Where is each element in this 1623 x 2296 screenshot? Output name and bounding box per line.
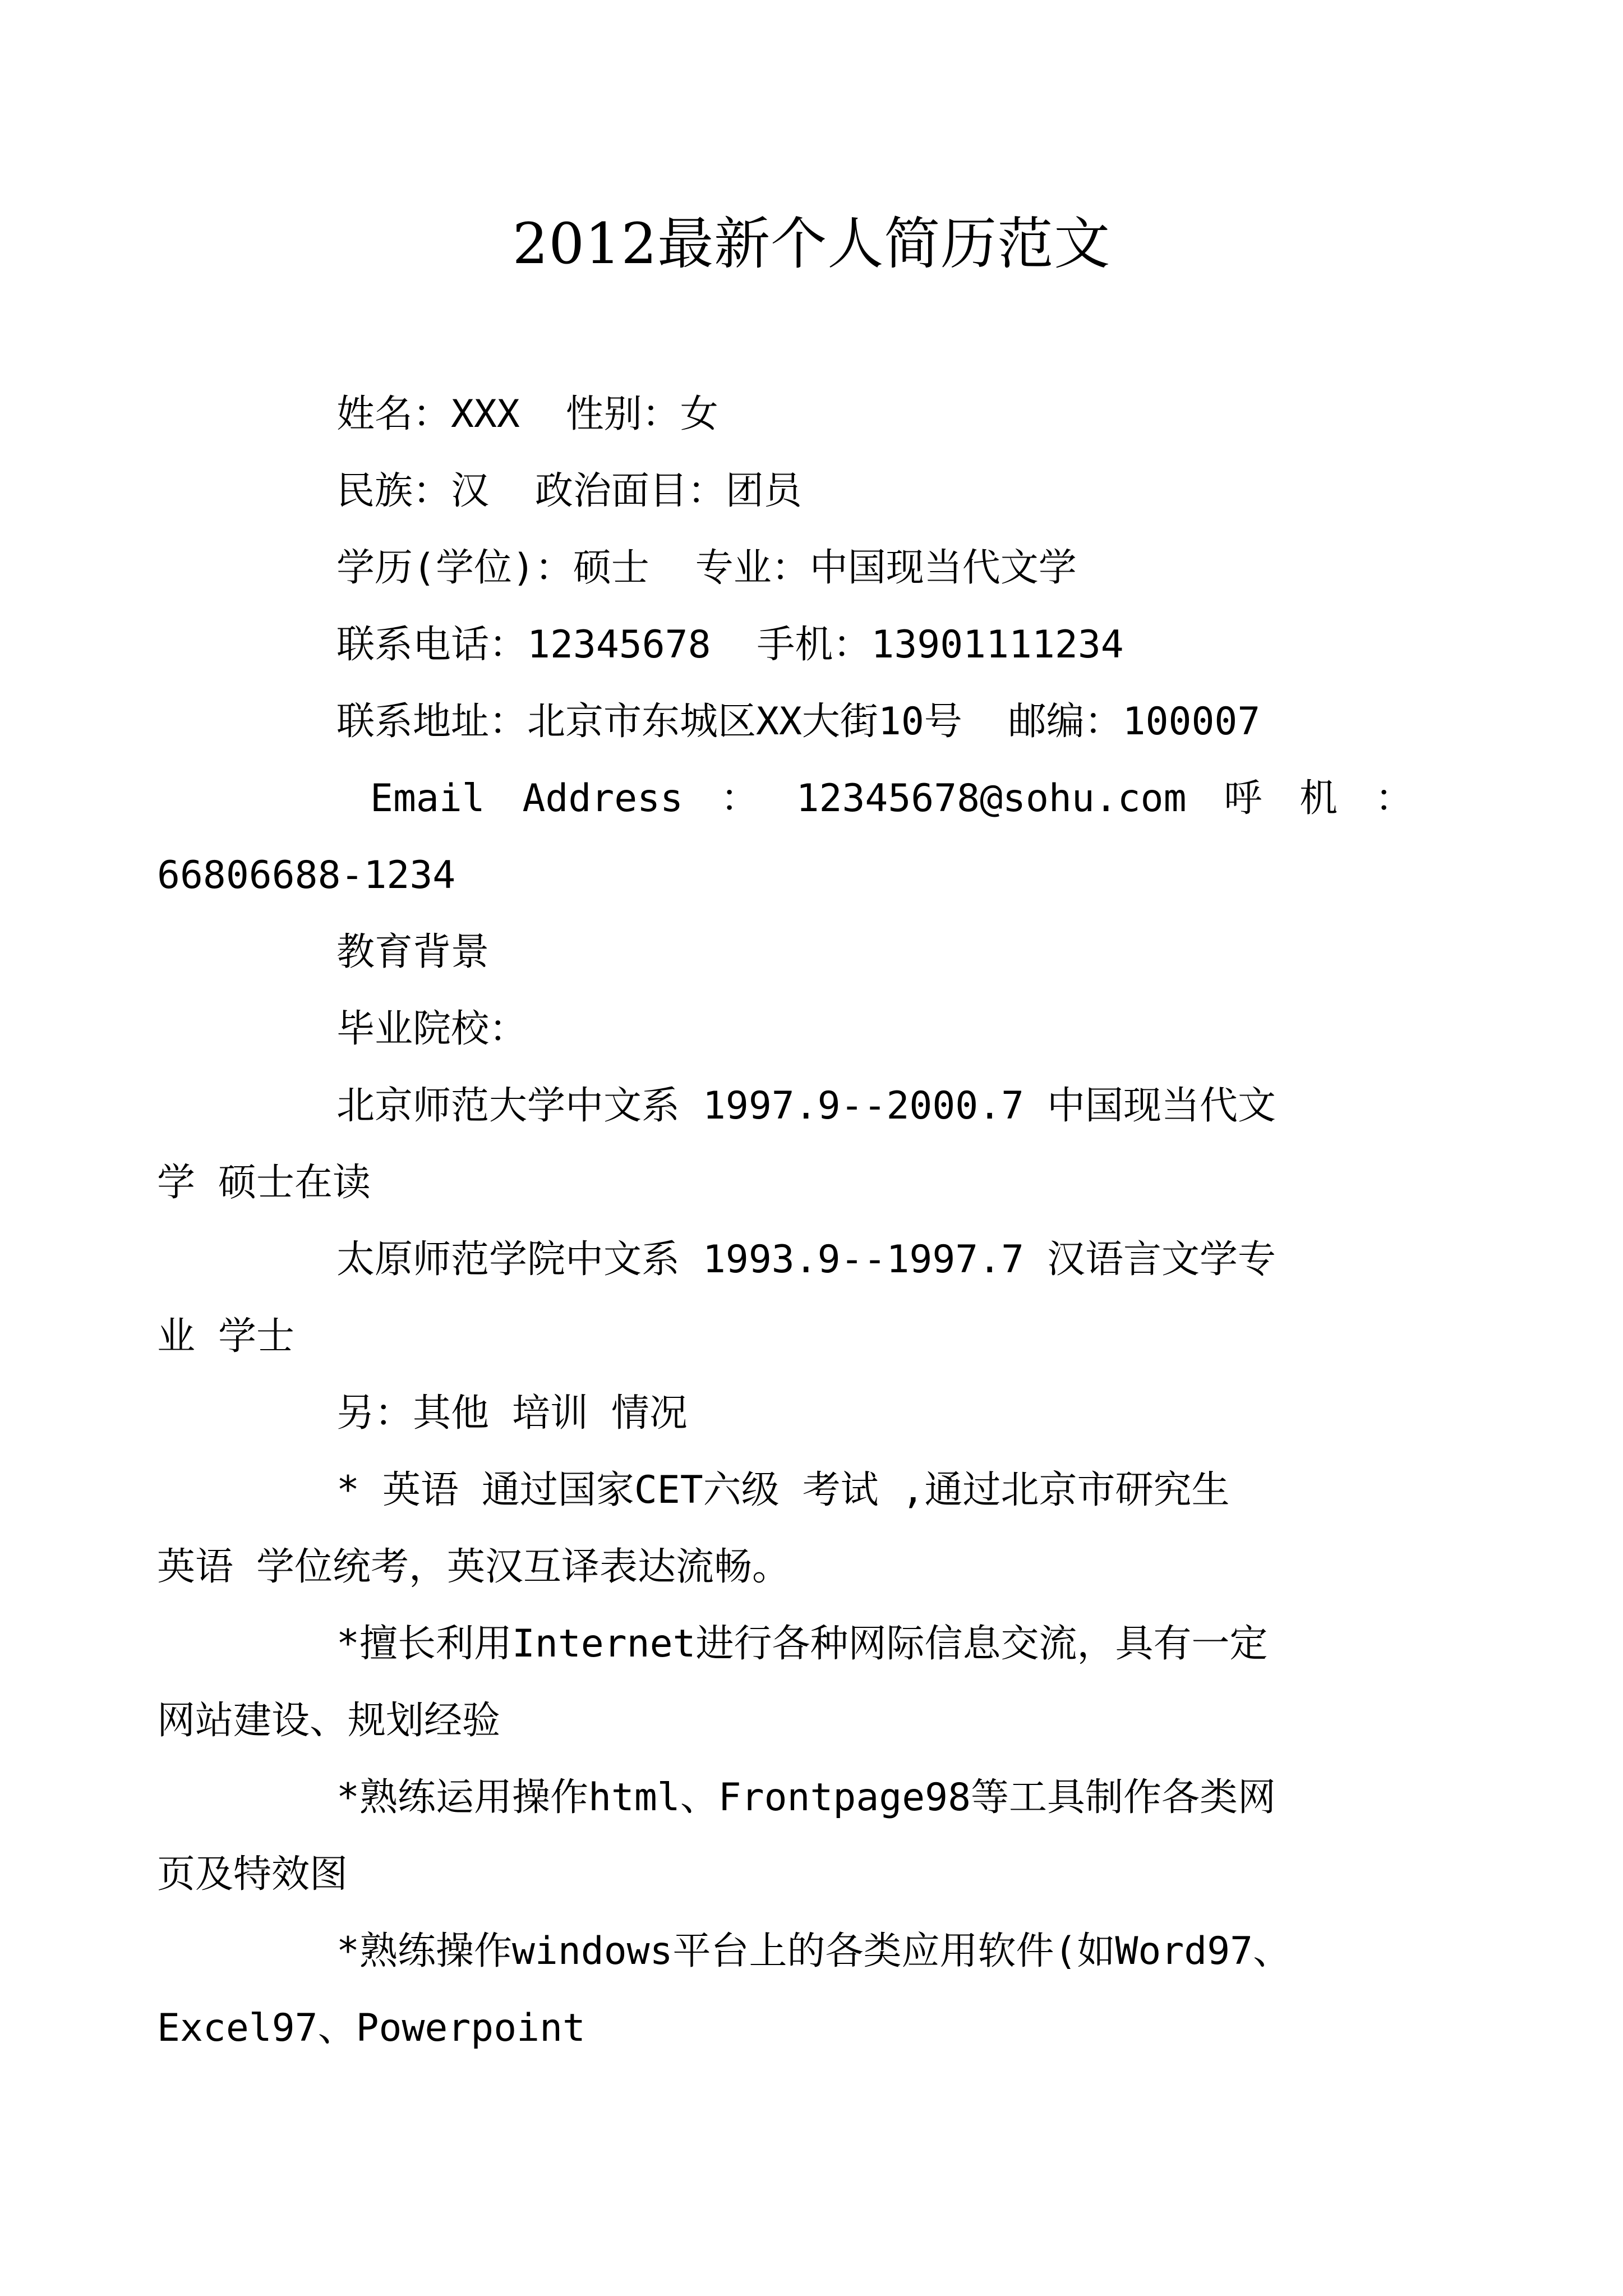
skill-3-line-1: *熟练运用操作html、Frontpage98等工具制作各类网 — [336, 1775, 1276, 1820]
skill-3-line-2: 页及特效图 — [157, 1852, 348, 1897]
school-1-line-1: 北京师范大学中文系 1997.9--2000.7 中国现当代文 — [336, 1084, 1276, 1128]
school-2-line-2: 业 学士 — [157, 1314, 294, 1359]
email-label: Email — [370, 776, 485, 821]
phone-line: 联系电话：12345678 手机：13901111234 — [336, 623, 1124, 667]
page-title: 2012最新个人简历范文 — [512, 211, 1111, 277]
pager-label-2: 机 — [1299, 776, 1338, 821]
skill-1-line-1: * 英语 通过国家CET六级 考试 ,通过北京市研究生 — [336, 1468, 1230, 1512]
address-label: Address — [522, 776, 684, 821]
name-gender-line: 姓名：XXX 性别：女 — [336, 392, 718, 436]
school-label: 毕业院校： — [336, 1007, 528, 1051]
school-1-line-2: 学 硕士在读 — [157, 1161, 371, 1205]
pager-value: 66806688-1234 — [157, 853, 456, 898]
document-body — [157, 376, 1413, 2067]
skill-1-line-2: 英语 学位统考，英汉互译表达流畅。 — [157, 1545, 790, 1589]
education-heading: 教育背景 — [336, 930, 490, 974]
skill-2-line-2: 网站建设、规划经验 — [157, 1699, 501, 1743]
skill-4-line-1: *熟练操作windows平台上的各类应用软件(如Word97、 — [336, 1929, 1292, 1973]
email-colon: ： — [720, 776, 759, 821]
degree-major-line: 学历(学位)：硕士 专业：中国现当代文学 — [336, 546, 1077, 590]
school-2-line-1: 太原师范学院中文系 1993.9--1997.7 汉语言文学专 — [336, 1237, 1276, 1282]
ethnic-political-line: 民族：汉 政治面目：团员 — [336, 469, 802, 513]
email-pager-line — [247, 760, 1413, 837]
skill-4-line-2: Excel97、Powerpoint — [157, 2006, 585, 2050]
pager-label-1: 呼 — [1224, 776, 1262, 821]
other-training-heading: 另：其他 培训 情况 — [336, 1391, 688, 1435]
pager-colon: ： — [1375, 776, 1413, 821]
email-value: 12345678@sohu.com — [796, 776, 1187, 821]
address-line: 联系地址：北京市东城区XX大街10号 邮编：100007 — [336, 700, 1261, 744]
skill-2-line-1: *擅长利用Internet进行各种网际信息交流，具有一定 — [336, 1622, 1268, 1666]
